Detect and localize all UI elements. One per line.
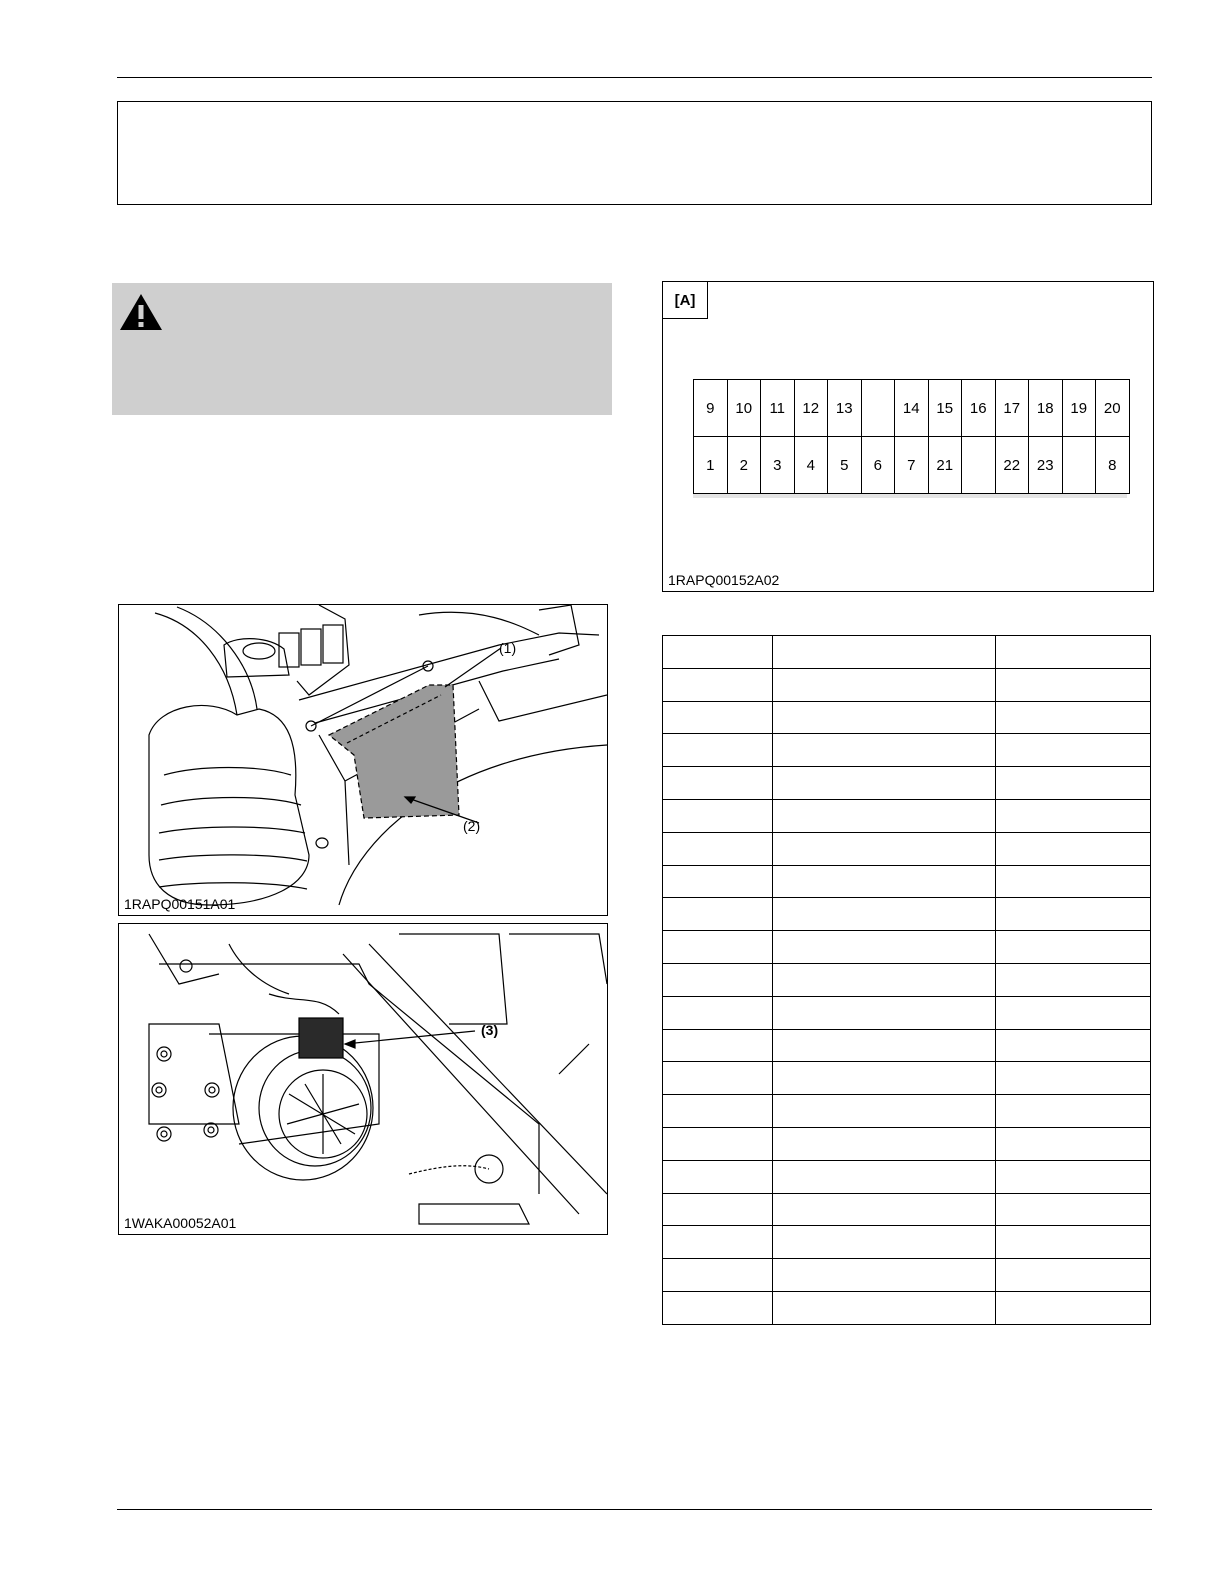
table-cell [663, 1127, 773, 1160]
table-row [663, 931, 1151, 964]
table-cell [773, 701, 996, 734]
table-cell [663, 832, 773, 865]
table-row [663, 636, 1151, 669]
table-cell [663, 668, 773, 701]
pin-cell: 17 [995, 380, 1029, 437]
warning-icon [118, 292, 164, 332]
table-cell [663, 1226, 773, 1259]
table-cell [996, 799, 1151, 832]
table-row [663, 1062, 1151, 1095]
table-row [663, 832, 1151, 865]
table-cell [773, 931, 996, 964]
table-cell [996, 963, 1151, 996]
table-cell [773, 865, 996, 898]
pin-row-bottom [694, 437, 1130, 494]
table-cell [773, 1095, 996, 1128]
table-cell [663, 1291, 773, 1324]
pin-cell: 2 [727, 437, 761, 494]
pin-cell: 6 [861, 437, 895, 494]
table-cell [773, 1160, 996, 1193]
header-rule [117, 77, 1152, 78]
figure-code: 1RAPQ00152A02 [668, 572, 780, 588]
table-cell [996, 1062, 1151, 1095]
table-cell [773, 734, 996, 767]
table-cell [996, 734, 1151, 767]
pin-cell: 16 [962, 380, 996, 437]
pin-cell: 10 [727, 380, 761, 437]
table-cell [663, 767, 773, 800]
table-row [663, 1226, 1151, 1259]
table-cell [996, 1127, 1151, 1160]
table-cell [773, 1127, 996, 1160]
table-row [663, 1193, 1151, 1226]
table-cell [663, 1095, 773, 1128]
table-cell [773, 767, 996, 800]
pin-cell [861, 380, 895, 437]
table-cell [996, 701, 1151, 734]
figure-connector-location [118, 923, 608, 1235]
table-cell [663, 1193, 773, 1226]
pin-cell: 11 [761, 380, 795, 437]
table-cell [773, 898, 996, 931]
title-box [117, 101, 1152, 205]
table-cell [663, 1160, 773, 1193]
figure-connector-pinout [662, 281, 1154, 592]
pin-cell: 20 [1096, 380, 1130, 437]
table-row [663, 996, 1151, 1029]
fuse-box-illustration [119, 605, 607, 915]
pin-row-top [694, 380, 1130, 437]
footer-rule [117, 1509, 1152, 1510]
table-cell [996, 1160, 1151, 1193]
table-row [663, 1127, 1151, 1160]
table-cell [663, 1062, 773, 1095]
table-cell [773, 799, 996, 832]
table-cell [996, 931, 1151, 964]
spec-table [662, 635, 1151, 1325]
pin-cell: 8 [1096, 437, 1130, 494]
connector-pin-grid [693, 379, 1130, 494]
table-cell [663, 701, 773, 734]
table-cell [773, 1291, 996, 1324]
pin-cell: 1 [694, 437, 728, 494]
callout-3: (3) [481, 1022, 499, 1038]
table-cell [996, 636, 1151, 669]
table-cell [663, 963, 773, 996]
pin-cell [1062, 437, 1096, 494]
pin-cell: 18 [1029, 380, 1063, 437]
pin-cell: 5 [828, 437, 862, 494]
pin-cell: 19 [1062, 380, 1096, 437]
table-cell [663, 996, 773, 1029]
table-cell [996, 1259, 1151, 1292]
table-row [663, 1160, 1151, 1193]
table-cell [773, 1062, 996, 1095]
table-row [663, 865, 1151, 898]
pin-cell: 15 [928, 380, 962, 437]
pin-cell: 9 [694, 380, 728, 437]
table-cell [773, 996, 996, 1029]
engine-bay-illustration [119, 924, 607, 1234]
table-row [663, 799, 1151, 832]
table-cell [996, 767, 1151, 800]
table-row [663, 1029, 1151, 1062]
pin-cell: 22 [995, 437, 1029, 494]
table-cell [996, 832, 1151, 865]
table-row [663, 898, 1151, 931]
table-cell [663, 865, 773, 898]
table-row [663, 1259, 1151, 1292]
figure-tag: [A] [663, 282, 708, 319]
figure-code: 1WAKA00052A01 [124, 1215, 237, 1231]
table-cell [773, 1029, 996, 1062]
pin-cell: 14 [895, 380, 929, 437]
spec-table-body [663, 636, 1151, 1325]
table-cell [663, 931, 773, 964]
table-cell [773, 668, 996, 701]
table-cell [773, 1193, 996, 1226]
table-cell [663, 1259, 773, 1292]
table-row [663, 701, 1151, 734]
table-cell [773, 832, 996, 865]
table-cell [996, 1095, 1151, 1128]
figure-code: 1RAPQ00151A01 [124, 896, 236, 912]
pin-cell: 21 [928, 437, 962, 494]
callout-1: (1) [499, 640, 517, 656]
pin-cell: 13 [828, 380, 862, 437]
table-cell [996, 865, 1151, 898]
table-cell [663, 636, 773, 669]
figure-fuse-box-location [118, 604, 608, 916]
table-row [663, 734, 1151, 767]
table-cell [996, 996, 1151, 1029]
table-cell [996, 1193, 1151, 1226]
pin-cell: 7 [895, 437, 929, 494]
table-cell [663, 898, 773, 931]
table-cell [773, 636, 996, 669]
table-cell [663, 799, 773, 832]
table-cell [996, 668, 1151, 701]
table-cell [773, 1226, 996, 1259]
pin-cell: 23 [1029, 437, 1063, 494]
table-row [663, 963, 1151, 996]
table-cell [773, 1259, 996, 1292]
table-cell [663, 734, 773, 767]
warning-box [112, 283, 612, 415]
table-cell [996, 1226, 1151, 1259]
callout-2: (2) [463, 818, 481, 834]
table-cell [996, 1291, 1151, 1324]
table-cell [773, 963, 996, 996]
pin-cell: 4 [794, 437, 828, 494]
connector-shadow [693, 494, 1127, 498]
table-cell [996, 898, 1151, 931]
pin-cell: 12 [794, 380, 828, 437]
table-row [663, 1095, 1151, 1128]
table-cell [663, 1029, 773, 1062]
pin-cell: 3 [761, 437, 795, 494]
table-row [663, 668, 1151, 701]
table-row [663, 1291, 1151, 1324]
pin-cell [962, 437, 996, 494]
table-row [663, 767, 1151, 800]
table-cell [996, 1029, 1151, 1062]
